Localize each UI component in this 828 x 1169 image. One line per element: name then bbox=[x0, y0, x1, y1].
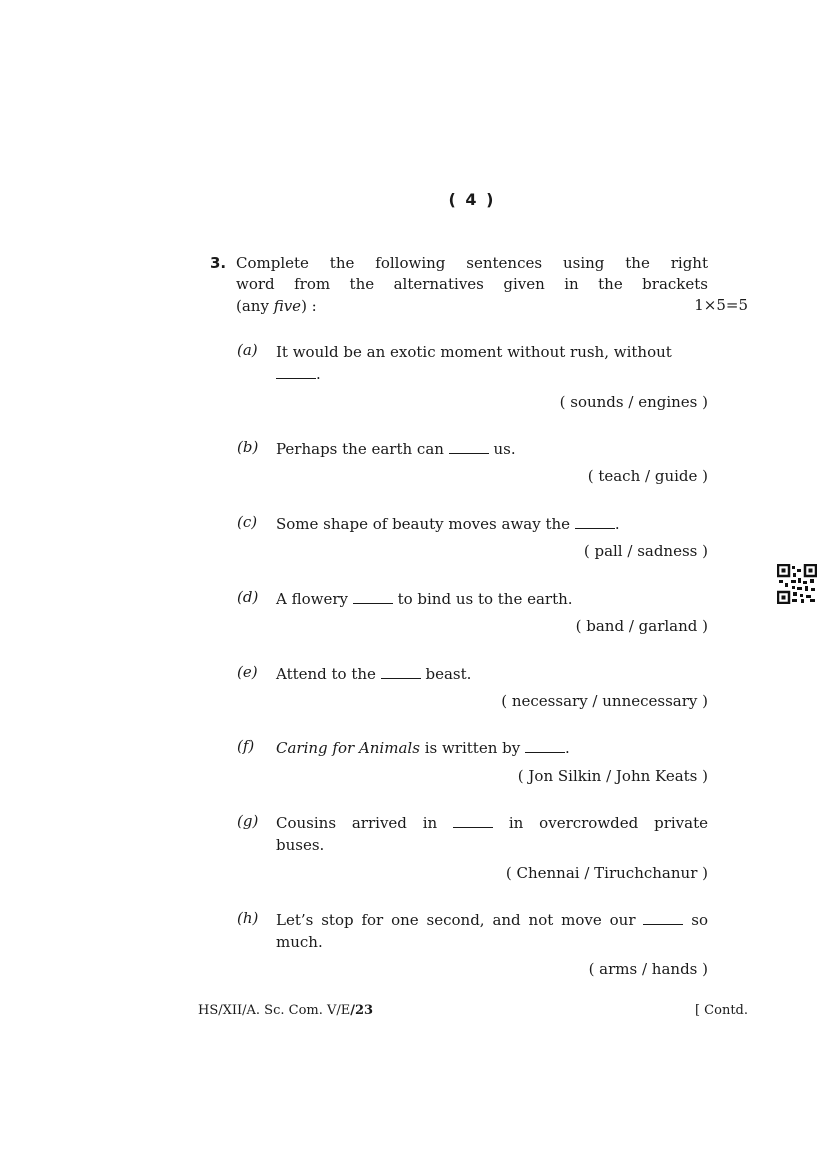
item-text-g: Cousins arrived in in overcrowded private buses. bbox=[276, 814, 708, 854]
answer-blank bbox=[643, 912, 683, 925]
question-line-3: (any five) : bbox=[236, 297, 317, 315]
paper-code: HS/XII/A. Sc. Com. V/E/23 bbox=[198, 1003, 374, 1018]
question-line-2: word from the alternatives given in the brackets bbox=[236, 275, 708, 293]
item-options-f: ( Jon Silkin / John Keats ) bbox=[517, 767, 708, 785]
item-options-a: ( sounds / engines ) bbox=[559, 393, 708, 411]
item-options-h: ( arms / hands ) bbox=[588, 960, 708, 978]
item-text-f: Caring for Animals is written by . bbox=[276, 739, 570, 757]
item-text-e: Attend to the beast. bbox=[276, 665, 472, 683]
item-label-a: (a) bbox=[237, 341, 258, 359]
item-text-c: Some shape of beauty moves away the . bbox=[276, 515, 620, 533]
question-number: 3. bbox=[210, 254, 227, 272]
item-options-e: ( necessary / unnecessary ) bbox=[501, 692, 708, 710]
item-label-h: (h) bbox=[237, 909, 259, 927]
question-line-1: Complete the following sentences using the right bbox=[236, 254, 708, 272]
item-options-b: ( teach / guide ) bbox=[587, 467, 708, 485]
marks-allocation: 1×5=5 bbox=[694, 296, 748, 314]
page-number: ( 4 ) bbox=[448, 190, 496, 209]
item-options-g: ( Chennai / Tiruchchanur ) bbox=[505, 864, 708, 882]
contd-marker: [ Contd. bbox=[694, 1003, 748, 1018]
paper-code-bold: /23 bbox=[350, 1003, 374, 1018]
item-text-b: Perhaps the earth can us. bbox=[276, 440, 516, 458]
item-label-b: (b) bbox=[237, 438, 259, 456]
item-label-g: (g) bbox=[237, 812, 259, 830]
item-text-a: It would be an exotic moment without rush, without . bbox=[276, 343, 672, 383]
item-options-d: ( band / garland ) bbox=[575, 617, 708, 635]
item-options-c: ( pall / sadness ) bbox=[583, 542, 708, 560]
item-text-h: Let’s stop for one second, and not move our so much. bbox=[276, 911, 709, 951]
item-label-c: (c) bbox=[237, 513, 258, 531]
item-label-f: (f) bbox=[237, 737, 255, 755]
item-label-e: (e) bbox=[237, 663, 258, 681]
answer-blank bbox=[453, 815, 493, 828]
item-label-d: (d) bbox=[237, 588, 259, 606]
qr-code-icon bbox=[777, 564, 817, 604]
item-text-d: A flowery to bind us to the earth. bbox=[276, 590, 573, 608]
